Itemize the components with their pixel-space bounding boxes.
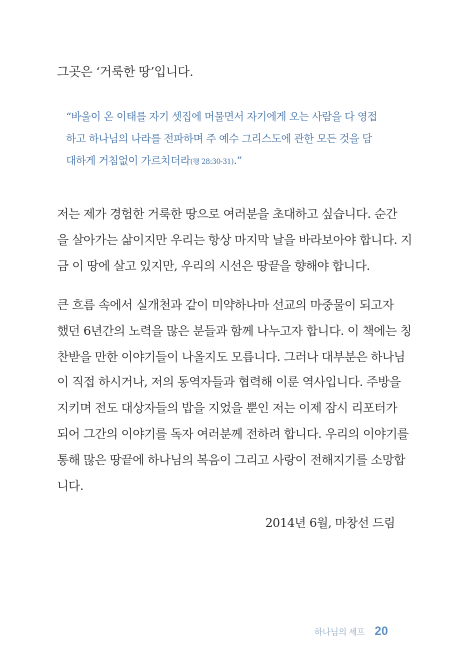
paragraph-line: 니다. xyxy=(57,478,84,493)
quote-line-text: 대하게 거침없이 가르치더라 xyxy=(66,155,191,167)
scripture-reference: (행 28:30-31) xyxy=(190,158,234,166)
quote-closing-mark: .” xyxy=(233,155,242,167)
paragraph-line: 이 직접 하시거나, 저의 동역자들과 협력해 이룬 역사입니다. 주방을 xyxy=(57,375,401,390)
paragraph-story xyxy=(57,293,412,499)
paragraph-line: 저는 제가 경험한 거룩한 땅으로 여러분을 초대하고 싶습니다. 순간 xyxy=(57,207,398,221)
intro-sentence: 그곳은 ‘거룩한 땅’입니다. xyxy=(57,64,194,79)
paragraph-line: 되어 그간의 이야기를 독자 여러분께 전하려 합니다. 우리의 이야기를 xyxy=(57,426,409,441)
paragraph-line: 찬받을 만한 이야기들이 나올지도 모릅니다. 그러나 대부분은 하나님 xyxy=(57,349,406,364)
paragraph-line: 통해 많은 땅끝에 하나님의 복음이 그리고 사랑이 전해지기를 소망합 xyxy=(57,452,406,467)
paragraph-line: 금 이 땅에 살고 있지만, 우리의 시선은 땅끝을 향해야 합니다. xyxy=(57,258,370,273)
paragraph-line: 큰 흐름 속에서 실개천과 같이 미약하나마 선교의 마중물이 되고자 xyxy=(57,298,394,312)
page-number: 20 xyxy=(374,624,388,638)
page-footer xyxy=(314,624,388,638)
scripture-quote xyxy=(66,106,392,173)
paragraph-line: 을 살아가는 삶이지만 우리는 항상 마지막 날을 바라보아야 합니다. 지 xyxy=(57,232,413,247)
paragraph-line: 했던 6년간의 노력을 많은 분들과 함께 나누고자 합니다. 이 책에는 칭 xyxy=(57,323,412,338)
quote-line-last xyxy=(66,150,392,173)
running-book-title: 하나님의 셰프 xyxy=(314,627,365,637)
paragraph-line: 지키며 전도 대상자들의 밥을 지었을 뿐인 저는 이제 잠시 리포터가 xyxy=(57,401,398,416)
paragraph-invitation xyxy=(57,202,413,279)
quote-line: 하고 하나님의 나라를 전파하며 주 예수 그리스도에 관한 모든 것을 담 xyxy=(66,133,372,145)
author-signature: 2014년 6월, 마창선 드림 xyxy=(265,516,395,530)
quote-line: “바울이 온 이태를 자기 셋집에 머물면서 자기에게 오는 사람을 다 영접 xyxy=(66,111,378,123)
